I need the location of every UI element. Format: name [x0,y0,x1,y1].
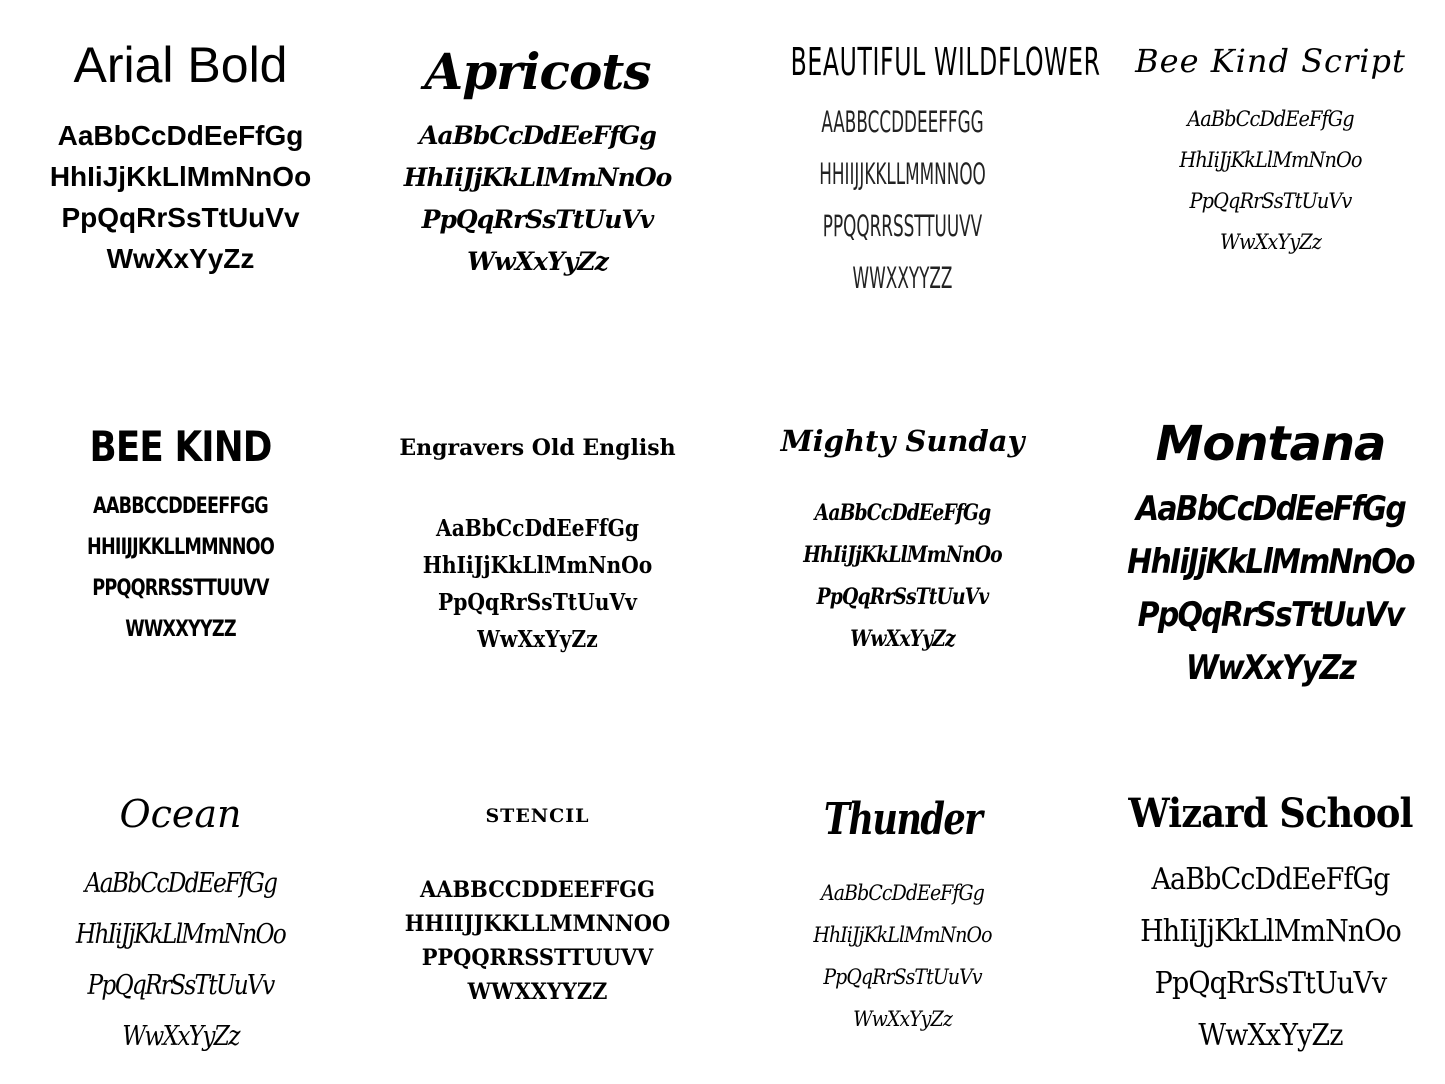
alphabet-line: PpQqRrSsTtUuVv [816,583,989,610]
alphabet-line: HHIIJJKKLLMMNNOO [87,535,274,561]
font-title: BEAUTIFUL WILDFLOWER [790,40,1101,84]
alphabet-line: WwXxYyZz [1220,230,1321,255]
alphabet-line: AaBbCcDdEeFfGg [821,881,984,906]
alphabet-line: HhIiJjKkLlMmNnOo [75,918,286,950]
font-card-thunder [722,790,1083,1040]
alphabet-sample [357,873,718,1009]
font-title: Ocean [119,792,242,836]
alphabet-line: WwXxYyZz [1185,647,1356,688]
font-card-montana [1090,418,1445,695]
alphabet-line: PpQqRrSsTtUuVv [1137,594,1404,635]
font-card-wizard-school [1090,790,1445,1062]
alphabet-line: AaBbCcDdEeFfGg [84,867,277,899]
alphabet-line: AaBbCcDdEeFfGg [1187,107,1354,132]
alphabet-line: AaBbCcDdEeFfGg [57,120,304,151]
alphabet-line: WwXxYyZz [467,247,608,276]
alphabet-line: WwXxYyZz [853,1007,952,1032]
alphabet-sample [357,115,718,283]
font-card-mighty-sunday [722,418,1083,660]
alphabet-line: HhIiJjKkLlMmNnOo [803,541,1002,568]
alphabet-line: PpQqRrSsTtUuVv [1189,189,1352,214]
font-card-arial-bold [0,36,361,279]
alphabet-line: PpQqRrSsTtUuVv [823,965,982,990]
alphabet-line: AaBbCcDdEeFfGg [814,499,991,526]
alphabet-sample [722,96,1083,304]
alphabet-line: HhIiJjKkLlMmNnOo [813,923,992,948]
alphabet-line: AaBbCcDdEeFfGg [1135,488,1406,529]
alphabet-line: AaBbCcDdEeFfGg [419,121,656,150]
alphabet-line: WwXxYyZz [106,243,255,274]
alphabet-line: PpQqRrSsTtUuVv [421,205,654,234]
alphabet-line: AABBCCDDEEFFGG [821,104,984,139]
alphabet-line: HhIiJjKkLlMmNnOo [1127,541,1414,582]
alphabet-line: WWXXYYZZ [467,978,608,1005]
alphabet-line: AABBCCDDEEFFGG [420,876,655,903]
alphabet-sample [1090,99,1445,263]
alphabet-line: HhIiJjKkLlMmNnOo [422,552,653,580]
font-card-bee-kind [0,418,361,650]
alphabet-line: PpQqRrSsTtUuVv [87,969,274,1001]
font-card-engravers-old-english [357,418,718,658]
alphabet-line: WwXxYyZz [122,1020,239,1052]
alphabet-line: AaBbCcDdEeFfGg [435,515,640,543]
font-title: Apricots [424,42,651,101]
alphabet-line: PPQQRRSSTTUUVV [822,208,983,243]
font-title: Thunder [823,794,982,845]
alphabet-line: HhIiJjKkLlMmNnOo [1140,914,1401,949]
alphabet-line: WWXXYYZZ [852,260,953,295]
alphabet-sample [1090,483,1445,695]
alphabet-line: HHIIJJKKLLMMNNOO [404,910,671,937]
alphabet-line: PpQqRrSsTtUuVv [438,589,637,617]
alphabet-sample [0,115,361,279]
alphabet-line: HHIIJJKKLLMMNNOO [819,156,986,191]
font-title: Wizard School [1128,790,1413,837]
alphabet-line: PpQqRrSsTtUuVv [1154,966,1387,1001]
font-title: Arial Bold [73,37,288,93]
font-card-stencil [357,790,718,1009]
alphabet-line: PPQQRRSSTTUUVV [92,576,269,602]
font-title: Engravers Old English [399,435,676,461]
alphabet-sample [357,510,718,658]
font-card-beautiful-wildflower [722,36,1101,304]
alphabet-sample [1090,854,1445,1062]
alphabet-line: HhIiJjKkLlMmNnOo [49,161,312,192]
font-card-apricots [357,36,718,283]
alphabet-line: PPQQRRSSTTUUVV [421,944,654,971]
font-title: Mighty Sunday [780,424,1025,458]
alphabet-sample [0,486,361,650]
alphabet-sample [722,492,1083,660]
alphabet-line: PpQqRrSsTtUuVv [61,202,300,233]
alphabet-line: WwXxYyZz [477,626,598,654]
alphabet-line: HhIiJjKkLlMmNnOo [403,163,672,192]
alphabet-line: WwXxYyZz [1198,1018,1343,1053]
font-title: BEE KIND [89,422,272,471]
alphabet-line: HhIiJjKkLlMmNnOo [1179,148,1362,173]
alphabet-line: AABBCCDDEEFFGG [93,494,268,520]
font-title: Montana [1155,416,1386,472]
font-card-bee-kind-script [1090,36,1445,263]
font-title: STENCIL [485,805,590,827]
alphabet-sample [722,872,1083,1040]
font-title: Bee Kind Script [1135,42,1406,80]
font-card-ocean [0,790,361,1062]
alphabet-line: WwXxYyZz [850,625,955,652]
alphabet-sample [0,858,361,1062]
alphabet-line: WWXXYYZZ [125,617,236,643]
alphabet-line: AaBbCcDdEeFfGg [1151,862,1390,897]
